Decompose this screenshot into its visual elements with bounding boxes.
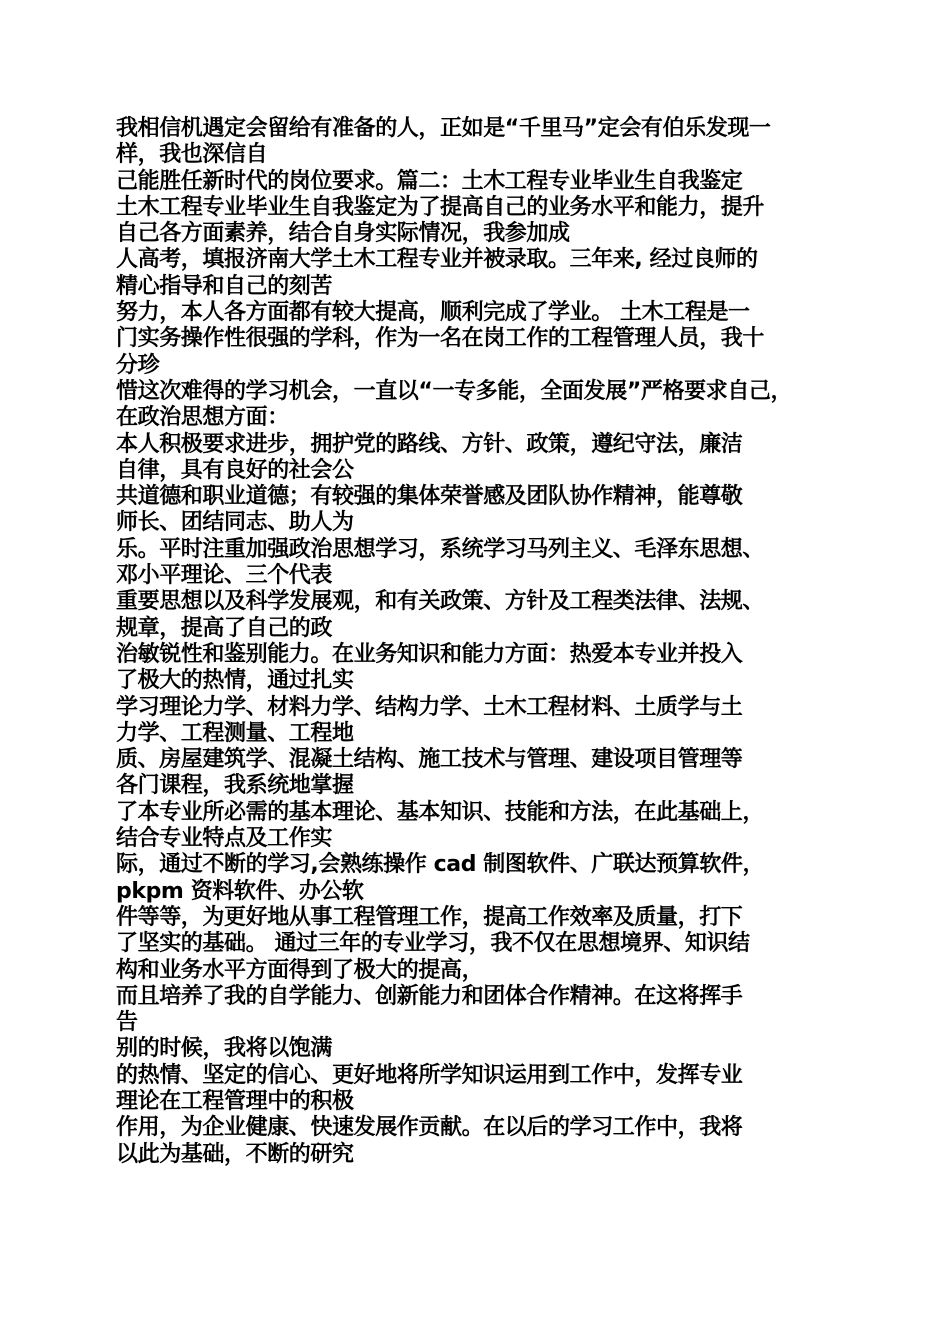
text-line: 我相信机遇定会留给有准备的人，正如是“千里马”定会有伯乐发现一 xyxy=(116,116,771,141)
text-line: 惜这次难得的学习机会，一直以“一专多能，全面发展”严格要求自己， xyxy=(116,378,793,404)
document-body-text xyxy=(116,116,836,1168)
text-line: 己能胜任新时代的岗位要求。篇二：土木工程专业毕业生自我鉴定 xyxy=(116,168,743,194)
text-line: 构和业务水平方面得到了极大的提高， xyxy=(116,957,484,983)
text-line: 自己各方面素养，结合自身实际情况，我参加成 xyxy=(116,221,570,247)
text-line: 分珍 xyxy=(116,352,160,378)
text-line: 作用，为企业健康、快速发展作贡献。在以后的学习工作中，我将 xyxy=(116,1115,743,1141)
text-line: 力学、工程测量、工程地 xyxy=(116,720,354,746)
text-line: 自律，具有良好的社会公 xyxy=(116,457,354,483)
text-line: 本人积极要求进步，拥护党的路线、方针、政策，遵纪守法，廉洁 xyxy=(116,431,743,457)
text-line: 努力，本人各方面都有较大提高，顺利完成了学业。 土木工程是一 xyxy=(116,300,750,326)
text-line: 件等等，为更好地从事工程管理工作，提高工作效率及质量，打下 xyxy=(116,904,743,930)
text-line: 学习理论力学、材料力学、结构力学、土木工程材料、土质学与土 xyxy=(116,694,743,720)
text-line: 了极大的热情，通过扎实 xyxy=(116,668,354,694)
text-line: 际，通过不断的学习,会熟练操作 cad 制图软件、广联达预算软件， xyxy=(116,852,765,878)
text-line: 土木工程专业毕业生自我鉴定为了提高自己的业务水平和能力，提升 xyxy=(116,194,765,220)
text-line: 结合专业特点及工作实 xyxy=(116,826,333,852)
text-line: 门实务操作性很强的学科，作为一名在岗工作的工程管理人员，我十 xyxy=(116,326,765,352)
text-line: 而且培养了我的自学能力、创新能力和团体合作精神。在这将挥手 xyxy=(116,983,743,1009)
text-line: 在政治思想方面： xyxy=(116,405,289,431)
text-line: 共道德和职业道德；有较强的集体荣誉感及团队协作精神，能尊敬 xyxy=(116,484,743,510)
text-line: 各门课程，我系统地掌握 xyxy=(116,773,354,799)
text-line: 以此为基础，不断的研究 xyxy=(116,1141,354,1167)
text-line: pkpm 资料软件、办公软 xyxy=(116,878,364,904)
text-line: 精心指导和自己的刻苦 xyxy=(116,273,333,299)
text-line: 别的时候，我将以饱满 xyxy=(116,1036,333,1062)
text-line: 样，我也深信自 xyxy=(116,142,268,168)
text-line: 理论在工程管理中的积极 xyxy=(116,1088,354,1114)
text-line: 了本专业所必需的基本理论、基本知识、技能和方法，在此基础上， xyxy=(116,799,765,825)
text-line: 治敏锐性和鉴别能力。在业务知识和能力方面：热爱本专业并投入 xyxy=(116,641,743,667)
text-line: 邓小平理论、三个代表 xyxy=(116,563,333,589)
text-line: 了坚实的基础。 通过三年的专业学习，我不仅在思想境界、知识结 xyxy=(116,931,750,957)
text-line: 乐。平时注重加强政治思想学习，系统学习马列主义、毛泽东思想、 xyxy=(116,536,765,562)
text-line: 人高考，填报济南大学土木工程专业并被录取。三年来, 经过良师的 xyxy=(116,247,758,273)
text-line: 规章，提高了自己的政 xyxy=(116,615,333,641)
text-line: 告 xyxy=(116,1010,138,1036)
text-line: 质、房屋建筑学、混凝土结构、施工技术与管理、建设项目管理等 xyxy=(116,747,743,773)
text-line: 重要思想以及科学发展观，和有关政策、方针及工程类法律、法规、 xyxy=(116,589,765,615)
text-line: 的热情、坚定的信心、更好地将所学知识运用到工作中，发挥专业 xyxy=(116,1062,743,1088)
text-line: 师长、团结同志、助人为 xyxy=(116,510,354,536)
